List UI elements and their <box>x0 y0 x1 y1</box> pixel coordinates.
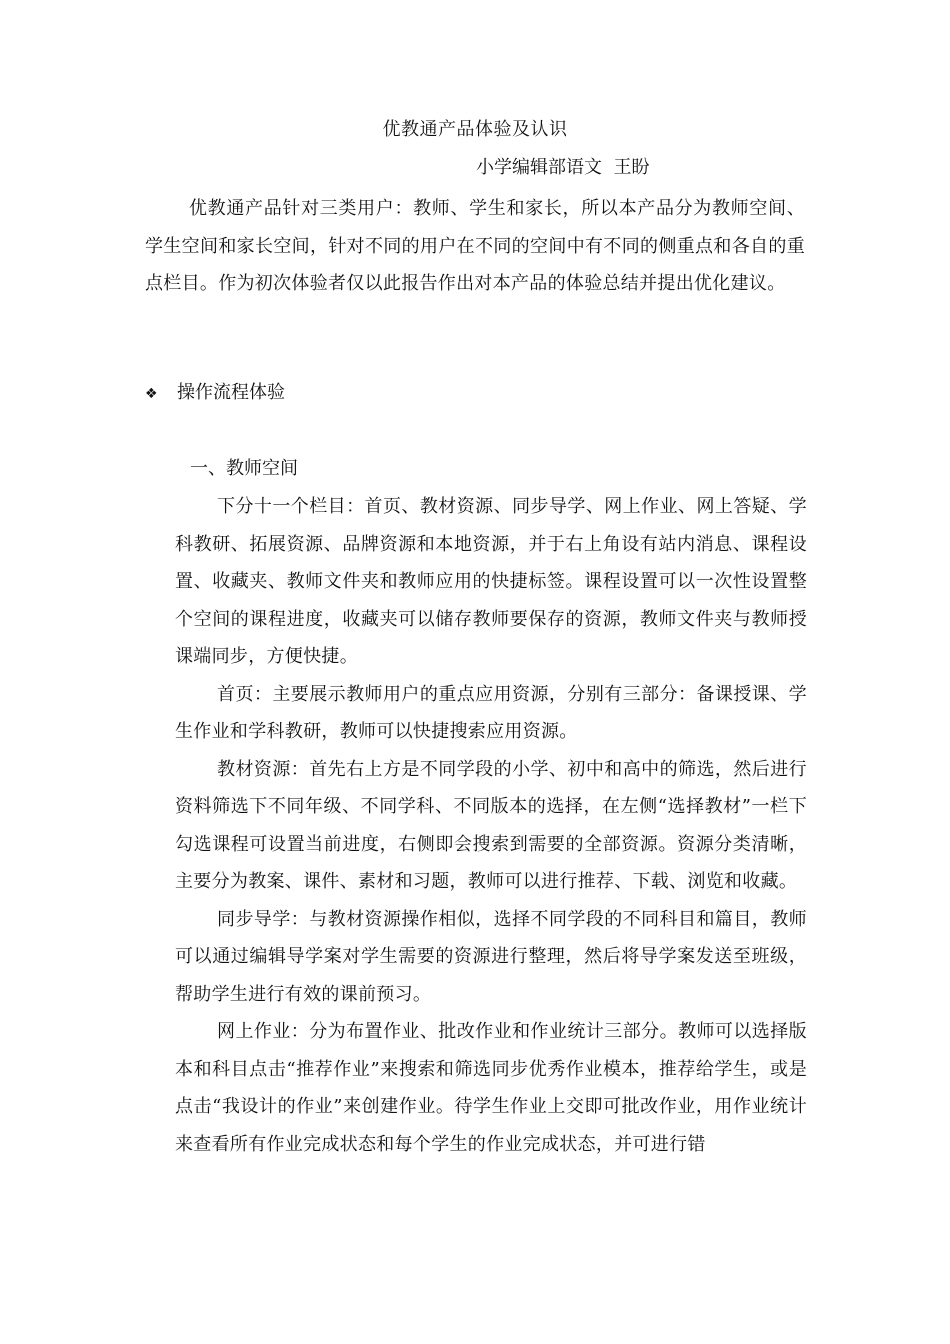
body-paragraph-overview: 下分十一个栏目：首页、教材资源、同步导学、网上作业、网上答疑、学科教研、拓展资源、品牌资源和本地资源，并于右上角设有站内消息、课程设置、收藏夹、教师文件夹和教师应用的快捷标签。课程设置可以一次性设置整个空间的课程进度，收藏夹可以储存教师要保存的资源，教师文件夹与教师授课端同步，方便快捷。 <box>175 496 807 667</box>
body-paragraph-homepage: 首页：主要展示教师用户的重点应用资源，分别有三部分：备课授课、学生作业和学科教研，教师可以快捷搜索应用资源。 <box>175 683 807 742</box>
body-paragraph-sync-guide: 同步导学：与教材资源操作相似，选择不同学段的不同科目和篇目，教师可以通过编辑导学案对学生需要的资源进行整理，然后将导学案发送至班级，帮助学生进行有效的课前预习。 <box>175 908 807 1005</box>
body-paragraphs <box>175 488 807 1163</box>
body-paragraph-online-homework: 网上作业：分为布置作业、批改作业和作业统计三部分。教师可以选择版本和科目点击“推荐作业”来搜索和筛选同步优秀作业模本，推荐给学生，或是点击“我设计的作业”来创建作业。待学生作业上交即可批改作业，用作业统计来查看所有作业完成状态和每个学生的作业完成状态，并可进行错 <box>175 1021 807 1155</box>
section-heading-text: 操作流程体验 <box>177 382 285 403</box>
document-title: 优教通产品体验及认识 <box>382 119 568 140</box>
subsection-heading: 一、教师空间 <box>190 458 298 479</box>
intro-paragraph: 优教通产品针对三类用户：教师、学生和家长，所以本产品分为教师空间、学生空间和家长空间，针对不同的用户在不同的空间中有不同的侧重点和各自的重点栏目。作为初次体验者仅以此报告作出对本产品的体验总结并提出优化建议。 <box>145 198 805 294</box>
section-heading <box>145 378 285 409</box>
body-paragraph-textbook-resources: 教材资源：首先右上方是不同学段的小学、初中和高中的筛选，然后进行资料筛选下不同年级、不同学科、不同版本的选择，在左侧“选择教材”一栏下勾选课程可设置当前进度，右侧即会搜索到需要的全部资源。资源分类清晰，主要分为教案、课件、素材和习题，教师可以进行推荐、下载、浏览和收藏。 <box>175 758 807 892</box>
document-author: 小学编辑部语文 王盼 <box>476 157 650 178</box>
diamond-bullet-icon: ❖ <box>145 386 158 402</box>
